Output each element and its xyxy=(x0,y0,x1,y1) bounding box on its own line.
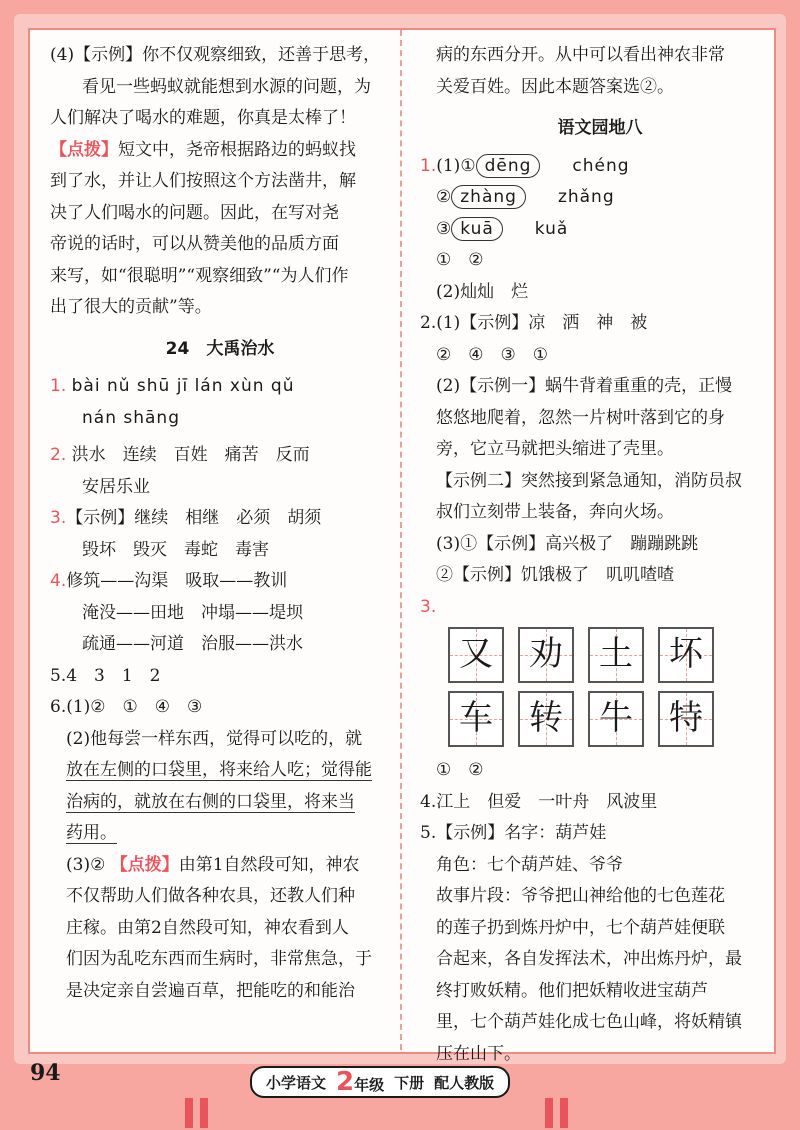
question-5: 5.【示例】名字：葫芦娃 xyxy=(420,823,607,843)
answer-text xyxy=(50,755,390,787)
question-2: 2. 洪水 连续 百姓 痛苦 反而 xyxy=(50,445,310,465)
tip-paragraph: (3)② 【点拨】由第1自然段可知，神农 xyxy=(66,854,360,875)
answer-text: ① ② xyxy=(436,760,484,780)
answer-text: 是决定亲自尝遍百草，把能吃的和能治 xyxy=(66,980,355,1001)
answer-text: (4)【示例】你不仅观察细致，还善于思考， xyxy=(50,45,381,65)
answer-text: 【示例二】突然接到紧急通知，消防员叔 xyxy=(436,470,742,491)
char-box: 土 xyxy=(588,627,644,683)
answer-text: ① ② xyxy=(436,250,484,270)
answer-text: 的莲子扔到炼丹炉中，七个葫芦娃便联 xyxy=(436,917,725,938)
question-4: 4.江上 但爱 一叶舟 风波里 xyxy=(420,791,658,812)
answer-text xyxy=(50,818,390,850)
underlined-text: 放在左侧的口袋里，将来给人吃；觉得能 xyxy=(66,760,372,780)
answer-text: 悠悠地爬着，忽然一片树叶落到它的身 xyxy=(436,407,725,428)
pinyin-answer: ③ kuā kuǎ xyxy=(436,218,569,239)
underlined-text: 药用。 xyxy=(66,823,117,843)
section-title: 语文园地八 xyxy=(557,118,643,138)
question-number: 2. xyxy=(50,445,67,465)
tip-label: 【点拨】 xyxy=(50,139,118,160)
decorative-block xyxy=(200,1098,208,1128)
answer-text: 们因为乱吃东西而生病时，非常焦急，于 xyxy=(66,949,372,969)
section-title: 24 大禹治水 xyxy=(165,338,275,359)
answer-text: ②【示例】饥饿极了 叽叽喳喳 xyxy=(436,565,674,585)
answer-text: 淹没——田地 冲塌——堤坝 xyxy=(82,602,303,623)
question-2: 2.(1)【示例】凉 洒 神 被 xyxy=(420,313,648,333)
answer-text: 帝说的话时，可以从赞美他的品质方面 xyxy=(50,234,339,254)
answer-text: 决了人们喝水的问题。因此，在写对尧 xyxy=(50,202,339,223)
question-5: 5.4 3 1 2 xyxy=(50,665,161,686)
question-6: 6.(1)② ① ④ ③ xyxy=(50,697,203,717)
answer-text: 角色：七个葫芦娃、爷爷 xyxy=(436,854,623,875)
tip-label: 【点拨】 xyxy=(110,854,179,875)
answer-text: 故事片段：爷爷把山神给他的七色莲花 xyxy=(436,886,725,906)
answer-text: 叔们立刻带上装备，奔向火场。 xyxy=(436,502,674,522)
right-column xyxy=(420,40,780,1070)
question-number: 3. xyxy=(420,596,437,617)
answer-text: (2)他每尝一样东西，觉得可以吃的，就 xyxy=(66,728,363,749)
question-1: 1.(1)① dēng chéng xyxy=(420,155,630,176)
footer-bar xyxy=(0,1095,800,1130)
answer-text: 终打败妖精。他们把妖精收进宝葫芦 xyxy=(436,980,708,1001)
decorative-block xyxy=(560,1098,568,1128)
answer-text: ② ④ ③ ① xyxy=(436,344,548,365)
answer-text: 来写，如“很聪明”“观察细致”“为人们作 xyxy=(50,265,349,286)
answer-text: 病的东西分开。从中可以看出神农非常 xyxy=(436,45,725,65)
char-box: 车 xyxy=(448,691,504,747)
grade-number: 2 xyxy=(336,1067,355,1097)
book-label xyxy=(250,1066,510,1098)
char-boxes-row-2 xyxy=(448,691,780,747)
char-boxes-row-1 xyxy=(448,627,780,683)
subject-label: 小学语文 xyxy=(266,1073,327,1092)
answer-text: 安居乐业 xyxy=(82,476,150,497)
page-number: 94 xyxy=(30,1060,61,1086)
answer-text: 旁，它立马就把头缩进了壳里。 xyxy=(436,439,674,459)
decorative-block xyxy=(185,1098,193,1128)
underlined-text: 治病的，就放在右侧的口袋里，将来当 xyxy=(66,791,355,812)
char-box: 转 xyxy=(518,691,574,747)
decorative-block xyxy=(545,1098,553,1128)
pinyin-answer: nán shāng xyxy=(82,407,180,428)
answer-text: 压在山下。 xyxy=(436,1043,521,1064)
answer-text: 庄稼。由第2自然段可知，神农看到人 xyxy=(66,917,349,938)
char-box: 劝 xyxy=(518,627,574,683)
answer-text xyxy=(50,787,390,819)
answer-text: 到了水，并让人们按照这个方法凿井，解 xyxy=(50,171,356,191)
char-box: 牛 xyxy=(588,691,644,747)
circled-pinyin: kuā xyxy=(451,217,503,241)
answer-text: (2)【示例一】蜗牛背着重重的壳，正慢 xyxy=(436,376,733,396)
answer-text: 关爱百姓。因此本题答案选②。 xyxy=(436,76,674,97)
circled-pinyin: zhàng xyxy=(451,185,526,209)
question-3: 3.【示例】继续 相继 必须 胡须 xyxy=(50,508,322,528)
column-divider xyxy=(400,30,402,1050)
answer-text: (3)①【示例】高兴极了 蹦蹦跳跳 xyxy=(436,533,699,554)
question-number: 3. xyxy=(50,508,67,528)
answer-text: 人们解决了喝水的难题，你真是太棒了！ xyxy=(50,108,356,128)
pinyin-answer: bài nǔ shū jī lán xùn qǔ xyxy=(71,376,295,396)
char-box: 坏 xyxy=(658,627,714,683)
edition-label: 配人教版 xyxy=(434,1073,495,1092)
tip-paragraph: 【点拨】短文中，尧帝根据路边的蚂蚁找 xyxy=(50,139,356,160)
grade-word: 年级 xyxy=(354,1076,385,1094)
answer-text: 合起来，各自发挥法术，冲出炼丹炉，最 xyxy=(436,949,742,969)
question-number: 1. xyxy=(420,155,437,176)
question-number: 4. xyxy=(50,571,67,591)
char-box: 又 xyxy=(448,627,504,683)
answer-text: 看见一些蚂蚁就能想到水源的问题，为 xyxy=(82,76,371,97)
answer-text: 出了很大的贡献”等。 xyxy=(50,297,212,317)
answer-text: 毁坏 毁灭 毒蛇 毒害 xyxy=(82,539,269,560)
question-4: 4.修筑——沟渠 吸取——教训 xyxy=(50,571,288,591)
circled-pinyin: dēng xyxy=(476,154,541,178)
char-box: 特 xyxy=(658,691,714,747)
pinyin-answer: ② zhàng zhǎng xyxy=(436,187,615,207)
answer-text: 疏通——河道 治服——洪水 xyxy=(82,634,303,654)
volume-label: 下册 xyxy=(394,1073,425,1092)
answer-text: (2)灿灿 烂 xyxy=(436,281,529,302)
question-3 xyxy=(420,592,780,624)
left-column xyxy=(50,40,390,1007)
question-1 xyxy=(50,371,390,403)
answer-text: 里，七个葫芦娃化成七色山峰，将妖精镇 xyxy=(436,1012,742,1032)
answer-text: 不仅帮助人们做各种农具，还教人们种 xyxy=(66,886,355,906)
question-number: 1. xyxy=(50,376,67,396)
